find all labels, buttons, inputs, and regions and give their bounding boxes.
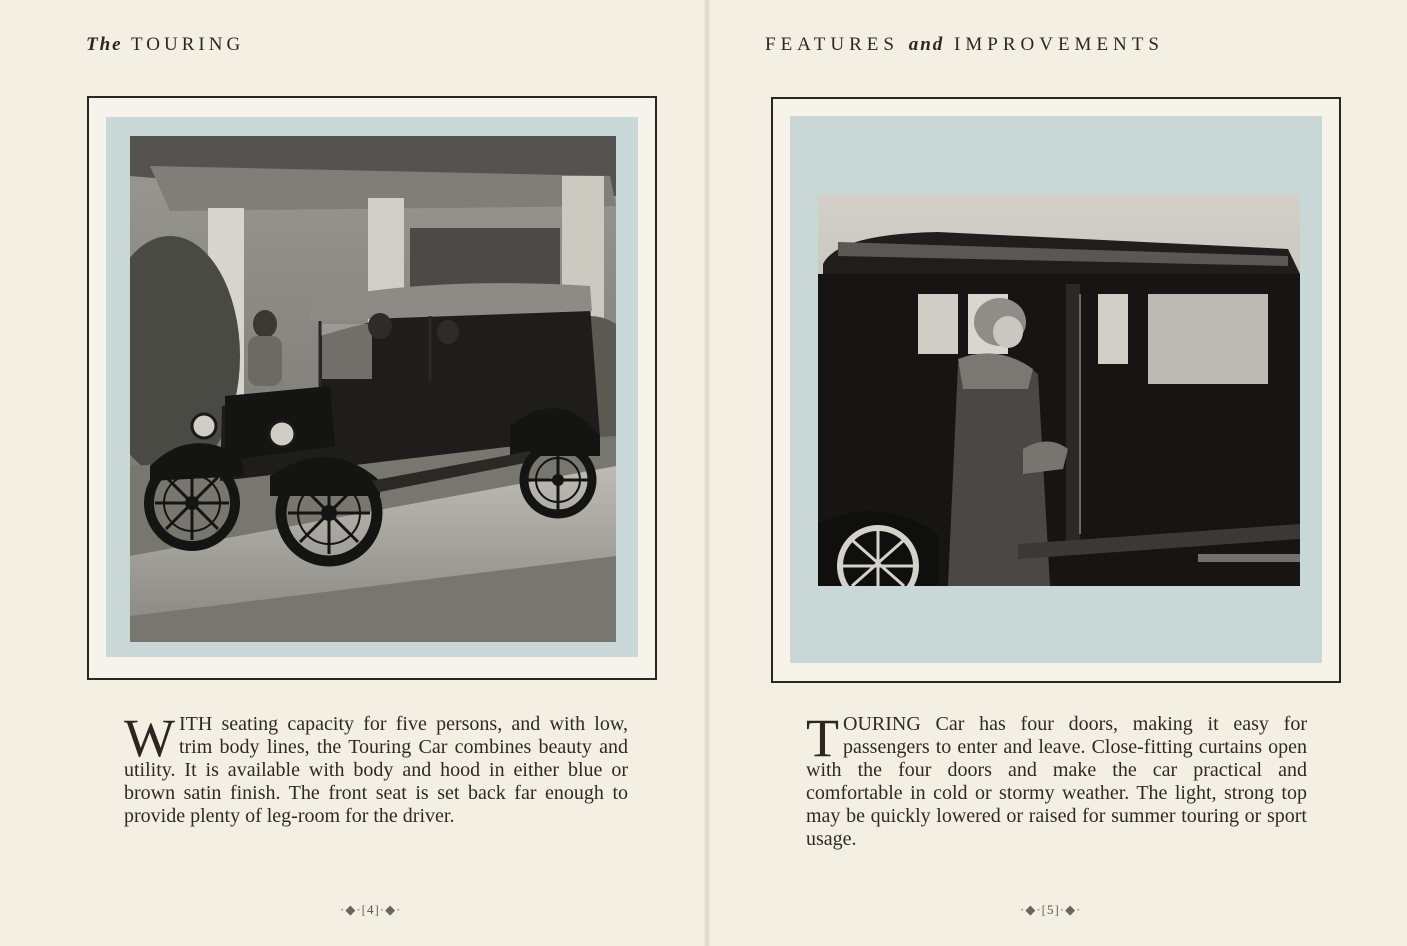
door-closeup-photo [818, 194, 1300, 586]
right-drop-cap: T [806, 708, 839, 768]
page-number-4: 4 [367, 902, 375, 917]
header-word-features: FEATURES [765, 34, 899, 55]
page-gutter [703, 0, 711, 946]
left-drop-cap: W [124, 708, 175, 768]
left-folio [340, 902, 402, 918]
left-page-header [86, 34, 244, 56]
header-word-and: and [908, 34, 945, 55]
right-caption [806, 708, 1307, 851]
header-title: TOURING [131, 34, 245, 55]
left-photo-frame [87, 96, 657, 680]
right-folio [1020, 902, 1082, 918]
folio-ornament-right: ]·◆· [1054, 902, 1082, 917]
folio-ornament-left: ·◆·[ [1020, 902, 1047, 917]
right-caption-text: OURING Car has four doors, making it easy for passengers to enter and leave. Close-fitting curtains open with the four doors and make the car practical and comfortable in cold or stormy weather. The light, strong top may be quickly lowered or raised for summer touring or sport usage. [806, 713, 1307, 850]
left-caption [124, 708, 628, 828]
header-prefix: The [86, 34, 123, 55]
touring-car-photo [130, 136, 616, 642]
right-page-header [765, 34, 1164, 56]
page-number-5: 5 [1047, 902, 1055, 917]
folio-ornament-left: ·◆·[ [340, 902, 367, 917]
touring-car-illustration [130, 136, 616, 642]
right-photo-frame [771, 97, 1341, 683]
folio-ornament-right: ]·◆· [374, 902, 402, 917]
left-caption-text: ITH seating capacity for five persons, and with low, trim body lines, the Touring Car combines beauty and utility. It is available with body and hood in either blue or brown satin finish. The front seat is set back far enough to provide plenty of leg-room for the driver. [124, 713, 628, 827]
door-closeup-illustration [818, 194, 1300, 586]
header-word-improvements: IMPROVEMENTS [954, 34, 1164, 55]
